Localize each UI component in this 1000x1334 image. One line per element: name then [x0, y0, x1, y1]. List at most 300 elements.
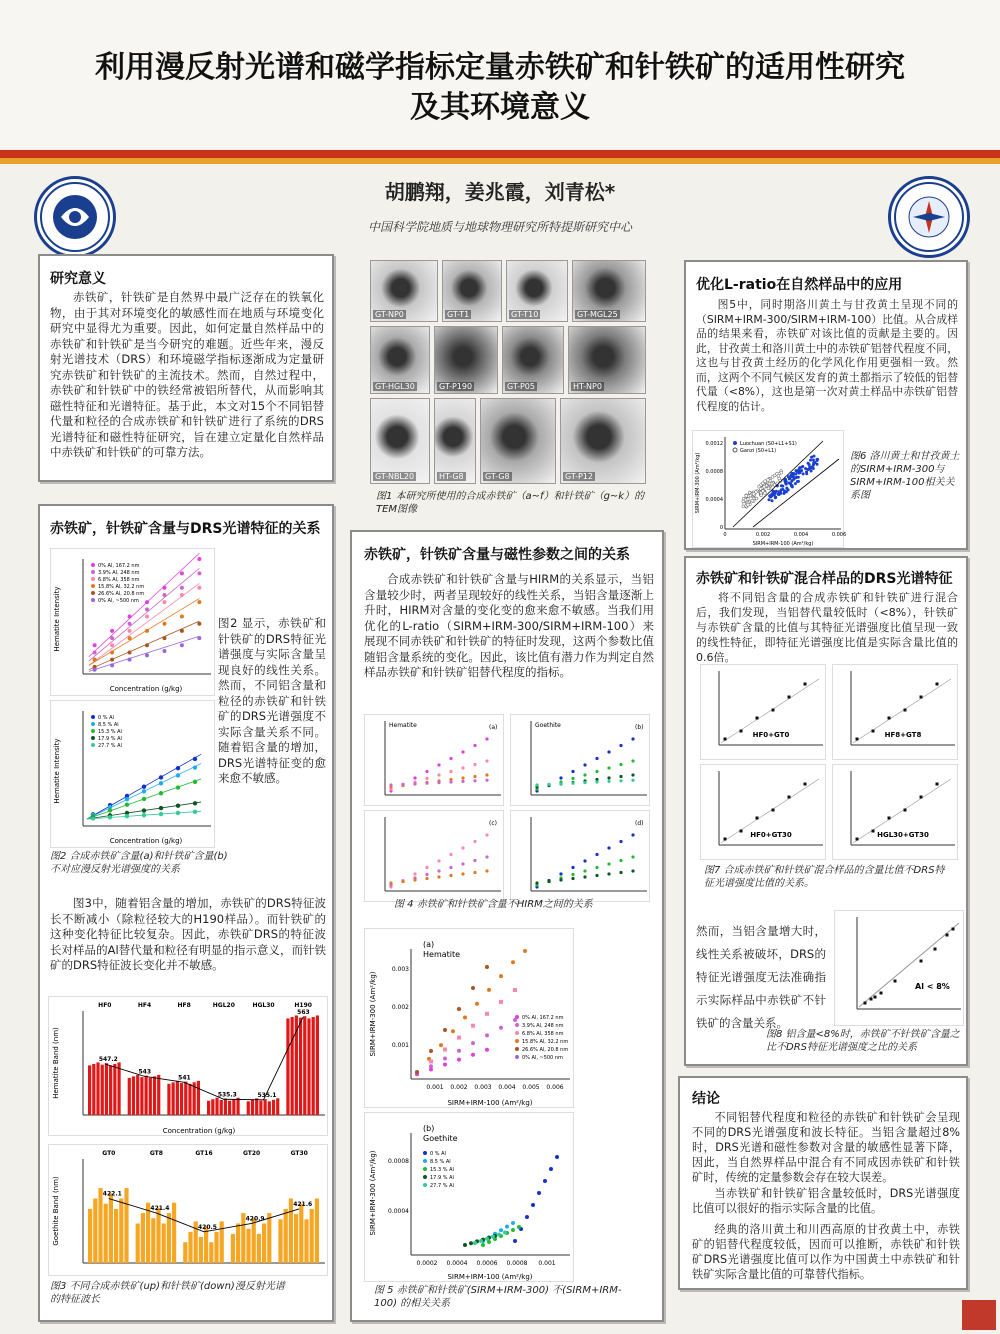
fig5a-legend-label: 3.9% Al, 248 nm	[522, 1023, 564, 1029]
fig5b-point	[511, 1228, 515, 1232]
fig4-point	[595, 874, 598, 877]
bar	[113, 1064, 116, 1115]
fig2b-legend-label: 0 % Al	[98, 715, 114, 721]
fig4-point	[437, 773, 440, 776]
fig6-point-ganzi	[748, 491, 751, 494]
fig6-point-luochuan	[796, 480, 799, 483]
fig5a-xtick: 0.002	[450, 1084, 468, 1091]
fig3-hematite-chart	[48, 996, 328, 1136]
fig6-point-ganzi	[763, 485, 766, 488]
fig4-point	[425, 877, 428, 880]
bar-group-label: GT0	[102, 1150, 116, 1157]
fig2a-point	[197, 586, 201, 590]
tem-image	[370, 398, 430, 484]
fig5b-legend-label: 8.5 % Al	[430, 1159, 451, 1165]
fig8-caption: 图8 铝含量<8%时，赤铁矿不针铁矿含量之比不DRS特征光谱强度之比的关系	[766, 1029, 960, 1053]
fig5b-point	[511, 1221, 515, 1225]
fig4-point	[631, 759, 634, 762]
fig4-point	[425, 873, 428, 876]
mixed-panel	[684, 556, 968, 1066]
fig5a-point	[523, 949, 527, 953]
fig8-chart	[834, 910, 964, 1026]
fig5-caption: 图 5 赤铁矿和针铁矿(SIRM+IRM-300) 不(SIRM+IRM-100) 的相关关系	[374, 1285, 622, 1309]
fig5a-legend-label: 6.8% Al, 358 nm	[522, 1031, 564, 1037]
fig6-point-luochuan	[807, 468, 810, 471]
fig4-point	[571, 782, 574, 785]
fig5a-xlabel: SIRM+IRM-100 (Am²/kg)	[447, 1099, 533, 1107]
fig6-point-luochuan	[784, 482, 787, 485]
fig6-point-ganzi	[752, 492, 755, 495]
bar	[232, 1099, 235, 1115]
fig4-point	[461, 776, 464, 779]
fig2a-point	[145, 653, 149, 657]
fig2-text: 图2 显示，赤铁矿和针铁矿的DRS特征光谱强度与实际含量呈现良好的线性关系。然而，不同铝含量和粒径的赤铁矿和针铁矿的DRS光谱强度不实际含量关系不同。随着铝含量的增加，DRS光谱特征变的愈来愈不敏感。	[218, 616, 326, 785]
fig2a-legend-label: 26.6% Al, 20.8 nm	[98, 591, 145, 597]
fig8-point	[874, 996, 877, 999]
fig2a-point	[145, 615, 149, 619]
fig4-point	[437, 781, 440, 784]
fig5a-point	[443, 1048, 447, 1052]
fig5b-point	[491, 1235, 495, 1239]
fig4-point	[583, 875, 586, 878]
fig6-point-ganzi	[764, 480, 767, 483]
tem-image	[506, 260, 568, 322]
fig2a-point	[93, 643, 97, 647]
fig6-point-ganzi	[751, 499, 754, 502]
fig2b-legend-marker	[91, 743, 95, 747]
fig2b-ylabel: Hematite Intensity	[53, 738, 61, 804]
fig4-point	[473, 744, 476, 747]
bar	[136, 1223, 140, 1263]
bar	[259, 1101, 262, 1115]
fig4-point	[619, 840, 622, 843]
fig2a-point	[128, 629, 132, 633]
bar	[88, 1209, 92, 1263]
fig7-subplot	[832, 764, 958, 860]
fig6-point-luochuan	[790, 472, 793, 475]
fig5a-point	[475, 1002, 479, 1006]
fig4-point	[619, 763, 622, 766]
fig5a-point	[499, 974, 503, 978]
drs-title: 赤铁矿，针铁矿含量与DRS光谱特征的关系	[50, 521, 321, 537]
fig5b-point	[549, 1167, 553, 1171]
fig5b-point	[463, 1243, 467, 1247]
fig5b-point	[537, 1191, 541, 1195]
bar	[149, 1078, 152, 1115]
fig4-point	[449, 770, 452, 773]
fig7-point	[772, 709, 775, 712]
fig4-point	[559, 878, 562, 881]
fig5a-xtick: 0.006	[546, 1084, 564, 1091]
fig2a-legend-label: 3.9% Al, 248 nm	[98, 570, 140, 576]
fig5a-legend-marker	[515, 1015, 519, 1019]
fig6-point-luochuan	[802, 472, 805, 475]
fig4-point	[485, 737, 488, 740]
fig5b-point	[503, 1231, 507, 1235]
bar	[303, 1016, 306, 1115]
fig6-caption: 图6 洛川黄土和甘孜黄土的SIRM+IRM-300与SIRM+IRM-100相关关系图	[850, 451, 960, 501]
fig3-goethite-chart	[48, 1144, 328, 1276]
fig2a-legend-marker	[91, 563, 95, 567]
fig3-goethite-ylabel: Goethite Band (nm)	[52, 1176, 60, 1246]
bar	[209, 1242, 213, 1263]
fig4-point	[583, 763, 586, 766]
fig2b-legend-label: 27.7 % Al	[98, 743, 122, 749]
magnetic-panel	[350, 530, 664, 1322]
fig4-point	[571, 866, 574, 869]
fig2b-legend-label: 8.5 % Al	[98, 722, 119, 728]
bar	[286, 1018, 289, 1115]
fig4-subplot	[510, 714, 650, 806]
fig4-point	[461, 862, 464, 865]
bar	[176, 1081, 179, 1115]
fig6-point-luochuan	[809, 459, 812, 462]
bar-value-label: 541	[178, 1074, 191, 1082]
fig6-point-luochuan	[797, 476, 800, 479]
fig5a-legend-marker	[515, 1031, 519, 1035]
bar-value-label: 563	[297, 1008, 310, 1016]
fig4-point	[607, 872, 610, 875]
fig4-point	[583, 773, 586, 776]
fig6-point-ganzi	[766, 478, 769, 481]
bar	[236, 1223, 240, 1263]
fig6-point-luochuan	[771, 499, 774, 502]
fig4-point	[595, 757, 598, 760]
bar-group-label: H190	[294, 1002, 312, 1009]
fig7-point	[724, 838, 727, 841]
fig4-point	[607, 862, 610, 865]
bar	[257, 1234, 261, 1263]
bar	[255, 1098, 258, 1115]
fig5b-panel-label: (b)	[423, 1124, 435, 1133]
bar	[215, 1098, 218, 1115]
fig2b-legend-marker	[91, 729, 95, 733]
lratio-text: 图5中，同时期洛川黄土与甘孜黄土呈现不同的（SIRM+IRM-300/SIRM+IRM-100）比值。从合成样品的结果来看，赤铁矿对该比值的贡献是主要的。因此，甘孜黄土和洛川黄土中的赤铁矿铝替代程度不同，这也与甘孜黄土经历的化学风化作用更强相一致。然而，这两个不同气候区发育的黄土都指示了较低的铝替代量（<8%），这也是第一次对黄土样品中赤铁矿铝替代程度的估计。	[696, 298, 958, 413]
fig5a-point	[457, 1058, 461, 1062]
fig4-point	[425, 866, 428, 869]
fig4-panel-label: (c)	[489, 820, 497, 827]
bar	[207, 1101, 210, 1115]
fig4-point	[461, 780, 464, 783]
fig2a-point	[162, 600, 166, 604]
bar	[289, 1199, 293, 1263]
bar-value-label: 420.9	[245, 1215, 265, 1223]
fig4-point	[595, 780, 598, 783]
bar	[262, 1223, 266, 1263]
fig6-point-ganzi	[763, 492, 766, 495]
fig4-point	[559, 872, 562, 875]
bar	[157, 1075, 160, 1115]
tem-image-label: GT-T10	[511, 310, 539, 319]
fig6-point-luochuan	[810, 470, 813, 473]
fig5b-chart	[364, 1112, 574, 1282]
tem-image	[560, 398, 646, 484]
fig6-point-luochuan	[805, 472, 808, 475]
fig6-point-ganzi	[760, 494, 763, 497]
bar	[172, 1082, 175, 1115]
bar	[124, 1188, 128, 1263]
fig6-xlabel: SIRM+IRM-100 (Am²/kg)	[752, 541, 814, 547]
bar	[228, 1101, 231, 1115]
fig4-point	[535, 783, 538, 786]
fig7-caption: 图7 合成赤铁矿和针铁矿混合样品的含量比值不DRS特征光谱强度比值的关系。	[704, 865, 945, 889]
fig5a-point	[487, 988, 491, 992]
fig6-point-luochuan	[812, 458, 815, 461]
fig6-xtick: 0	[723, 532, 727, 538]
bar	[92, 1064, 95, 1115]
bar	[299, 1204, 303, 1263]
tem-image	[568, 326, 646, 394]
bar	[151, 1218, 155, 1263]
fig5b-point	[473, 1241, 477, 1245]
fig5b-point	[497, 1233, 501, 1237]
fig6-point-ganzi	[744, 498, 747, 501]
fig4-point	[619, 744, 622, 747]
fig4-point	[607, 766, 610, 769]
fig4-point	[449, 853, 452, 856]
fig5a-ylabel: SIRM+IRM-300 (Am²/kg)	[369, 971, 377, 1057]
tem-image-label: GT-HGL30	[375, 382, 415, 391]
fig5a-point	[499, 1026, 503, 1030]
fig6-ytick: 0.0004	[705, 497, 723, 503]
fig5b-point	[481, 1243, 485, 1247]
fig5a-point	[415, 1070, 419, 1074]
fig4-subplot	[364, 810, 504, 902]
fig5a-legend-marker	[515, 1047, 519, 1051]
fig6-ylabel: SIRM+IRM-300 (Am²/kg)	[695, 452, 701, 514]
fig6-point-luochuan	[788, 477, 791, 480]
fig4-point	[571, 777, 574, 780]
fig5a-xtick: 0.004	[498, 1084, 516, 1091]
bar	[104, 1204, 108, 1263]
bar	[291, 1017, 294, 1115]
fig2a-point	[180, 643, 184, 647]
fig4-point	[535, 881, 538, 884]
fig6-point-ganzi	[768, 482, 771, 485]
fig5a-point	[471, 1024, 475, 1028]
fig5b-point	[469, 1241, 473, 1245]
fig4-caption: 图 4 赤铁矿和针铁矿含量不HIRM之间的关系	[394, 899, 593, 910]
tem-image-label: GT-MGL25	[577, 310, 618, 319]
fig5b-point	[531, 1203, 535, 1207]
fig2a-point	[110, 629, 114, 633]
fig6-point-ganzi	[755, 497, 758, 500]
bar-value-label: 543	[138, 1068, 152, 1076]
bar-value-label: 422.1	[102, 1190, 122, 1198]
bar	[224, 1099, 227, 1115]
fig4-point	[473, 840, 476, 843]
bar	[199, 1237, 203, 1263]
fig5a-point	[485, 1012, 489, 1016]
bar	[304, 1219, 308, 1263]
fig7-point	[740, 830, 743, 833]
bar-group-label: HGL20	[212, 1002, 235, 1009]
fig4-point	[583, 859, 586, 862]
fig8-point	[920, 960, 923, 963]
fig5a-point	[457, 1036, 461, 1040]
fig4-panel-title: Goethite	[535, 722, 561, 729]
fig5b-legend-marker	[423, 1183, 427, 1187]
fig5a-point	[485, 965, 489, 969]
fig4-point	[559, 776, 562, 779]
drs-panel	[38, 504, 334, 1322]
fig2a-legend-label: 0% Al, ~500 nm	[98, 598, 139, 604]
poster-title-line2: 及其环境意义	[410, 90, 590, 125]
fig4-point	[485, 869, 488, 872]
fig5b-legend-label: 15.3 % Al	[430, 1167, 454, 1173]
bar	[247, 1101, 250, 1115]
fig7-point	[888, 817, 891, 820]
bar	[132, 1076, 135, 1115]
fig2a-point	[180, 571, 184, 575]
fig7-point	[936, 683, 939, 686]
fig4-point	[473, 763, 476, 766]
fig4-point	[413, 776, 416, 779]
bar-value-label: 420.5	[198, 1223, 217, 1231]
fig4-point	[389, 881, 392, 884]
fig5a-point	[429, 1067, 433, 1071]
fig5b-legend-label: 0 % Al	[430, 1151, 446, 1157]
bar-value-label: 421.6	[293, 1200, 313, 1208]
fig4-point	[473, 775, 476, 778]
fig7-subplot	[700, 764, 826, 860]
fig6-legend-ganzi: Ganzi (S0+L1)	[740, 448, 777, 454]
bar	[128, 1078, 131, 1115]
fig5b-xlabel: SIRM+IRM-100 (Am²/kg)	[447, 1273, 533, 1281]
fig4-point	[559, 782, 562, 785]
fig7-point	[740, 730, 743, 733]
fig4-point	[473, 859, 476, 862]
fig4-point	[619, 775, 622, 778]
conclusion-p3: 经典的洛川黄土和川西高原的甘孜黄土中，赤铁矿的铝替代程度较低，因而可以推断，赤铁矿和针铁矿DRS光谱强度比值可以作为中国黄土中赤铁矿和针铁矿实际含量比值的可靠替代指标。	[692, 1223, 960, 1281]
conclusion-p2: 当赤铁矿和针铁矿铝含量较低时，DRS光谱强度比值可以很好的指示实际含量的比值。	[692, 1187, 960, 1215]
fig5a-point	[457, 1049, 461, 1053]
fig4-point	[485, 759, 488, 762]
fig2a-legend-marker	[91, 570, 95, 574]
fig4-point	[437, 763, 440, 766]
fig4-point	[461, 750, 464, 753]
fig4-point	[437, 859, 440, 862]
tem-image-label: GT-T1	[447, 310, 470, 319]
fig5b-title: Goethite	[423, 1134, 458, 1143]
fig2a-point	[162, 622, 166, 626]
bar-value-label: 547.2	[98, 1055, 118, 1063]
fig7-point	[856, 738, 859, 741]
fig3-hematite-ylabel: Hematite Band (nm)	[52, 1027, 60, 1099]
fig6-point-luochuan	[816, 459, 819, 462]
fig6-point-ganzi	[761, 482, 764, 485]
fig7-point	[856, 838, 859, 841]
fig2b-legend-label: 17.9 % Al	[98, 736, 122, 742]
bar-group-label: HF0	[98, 1002, 112, 1009]
fig5a-legend-label: 0% Al, ~500 nm	[522, 1055, 563, 1061]
fig5a-point	[429, 1059, 433, 1063]
fig5a-point	[513, 988, 517, 992]
title-stripe-orange	[0, 158, 1000, 164]
fig5a-chart	[364, 928, 574, 1108]
fig6-ytick: 0.0012	[705, 441, 723, 447]
fig4-point	[631, 773, 634, 776]
bar-group-label: GT8	[149, 1150, 163, 1157]
fig6-point-luochuan	[810, 456, 813, 459]
fig5b-legend-marker	[423, 1159, 427, 1163]
fig5a-point	[439, 1043, 443, 1047]
bar	[316, 1015, 319, 1115]
fig2a-point	[180, 615, 184, 619]
fig2b-legend-label: 15.3 % Al	[98, 729, 122, 735]
fig5b-legend-marker	[423, 1175, 427, 1179]
corner-stamp-icon	[962, 1300, 996, 1330]
bar-value-label: 535.1	[257, 1091, 277, 1099]
fig4-panel-label: (b)	[635, 724, 644, 731]
fig5a-xtick: 0.001	[426, 1084, 444, 1091]
fig6-point-ganzi	[777, 474, 780, 477]
fig1-caption: 图1 本研究所使用的合成赤铁矿（a~f）和针铁矿（g~k）的TEM图像	[376, 491, 645, 515]
fig5b-legend-label: 17.9 % Al	[430, 1175, 454, 1181]
fig6-point-ganzi	[773, 474, 776, 477]
magnetic-title: 赤铁矿，针铁矿含量与磁性参数之间的关系	[364, 547, 630, 563]
bar	[264, 1099, 267, 1115]
conclusion-title: 结论	[692, 1091, 720, 1107]
fig8-point	[946, 934, 949, 937]
fig2a-point	[128, 622, 132, 626]
fig2b-legend-marker	[91, 722, 95, 726]
fig2a-xlabel: Concentration (g/kg)	[109, 685, 183, 693]
fig4-point	[571, 770, 574, 773]
tem-image	[480, 398, 556, 484]
fig2b-legend-marker	[91, 736, 95, 740]
affiliation: 中国科学院地质与地球物理研究所特提斯研究中心	[367, 220, 632, 234]
fig4-point	[413, 872, 416, 875]
bar-value-label: 421.4	[150, 1205, 170, 1213]
fig6-point-luochuan	[812, 463, 815, 466]
fig7-subplot-label: HF0+GT0	[752, 731, 790, 739]
fig5b-xtick: 0.0004	[446, 1260, 468, 1267]
fig4-panel-label: (a)	[489, 724, 498, 731]
fig2b-chart	[50, 700, 215, 848]
fig5b-xtick: 0.0008	[506, 1260, 528, 1267]
fig5b-point	[517, 1225, 521, 1229]
magnetic-text: 合成赤铁矿和针铁矿含量与HIRM的关系显示，当铝含量较少时，两者呈现较好的线性关系，当铝含量逐渐上升时，HIRM对含量的变化变的愈来愈不敏感。当我们用优化的L-ratio（SIRM+IRM-300/SIRM+IRM-100）来展现不同赤铁矿和针铁矿的特征时发现，这两个参数比值随铝含量系统的变化。因此，该比值有潜力作为判定自然样品赤铁矿和针铁矿铝替代程度的指标。	[364, 572, 654, 679]
fig7-point	[756, 817, 759, 820]
tem-image	[434, 398, 476, 484]
fig5a-point	[429, 1049, 433, 1053]
fig5a-point	[485, 1048, 489, 1052]
tem-image	[370, 326, 430, 394]
fig4-point	[571, 873, 574, 876]
fig4-point	[631, 779, 634, 782]
fig4-point	[449, 866, 452, 869]
fig5a-legend-label: 26.6% Al, 20.8 nm	[522, 1047, 569, 1053]
fig2-caption: 图2 合成赤铁矿含量(a)和针铁矿含量(b)不对应漫反射光谱强度的关系	[50, 851, 228, 875]
fig5b-xtick: 0.0006	[476, 1260, 498, 1267]
fig4-point	[461, 846, 464, 849]
fig5a-point	[457, 1007, 461, 1011]
title-stripe-red	[0, 150, 1000, 158]
authors: 胡鹏翔，姜兆霞，刘青松*	[384, 180, 616, 204]
bar	[153, 1076, 156, 1115]
bar-value-label: 535.3	[217, 1091, 237, 1099]
bar	[231, 1234, 235, 1263]
fig2a-point	[180, 586, 184, 590]
bar-group-label: GT30	[290, 1150, 308, 1157]
fig2a-point	[197, 571, 201, 575]
bar	[88, 1065, 91, 1115]
fig5b-point	[555, 1155, 559, 1159]
fig7-subplot-label: HF8+GT8	[884, 731, 922, 739]
bar	[251, 1100, 254, 1115]
fig8-point	[864, 1002, 867, 1005]
